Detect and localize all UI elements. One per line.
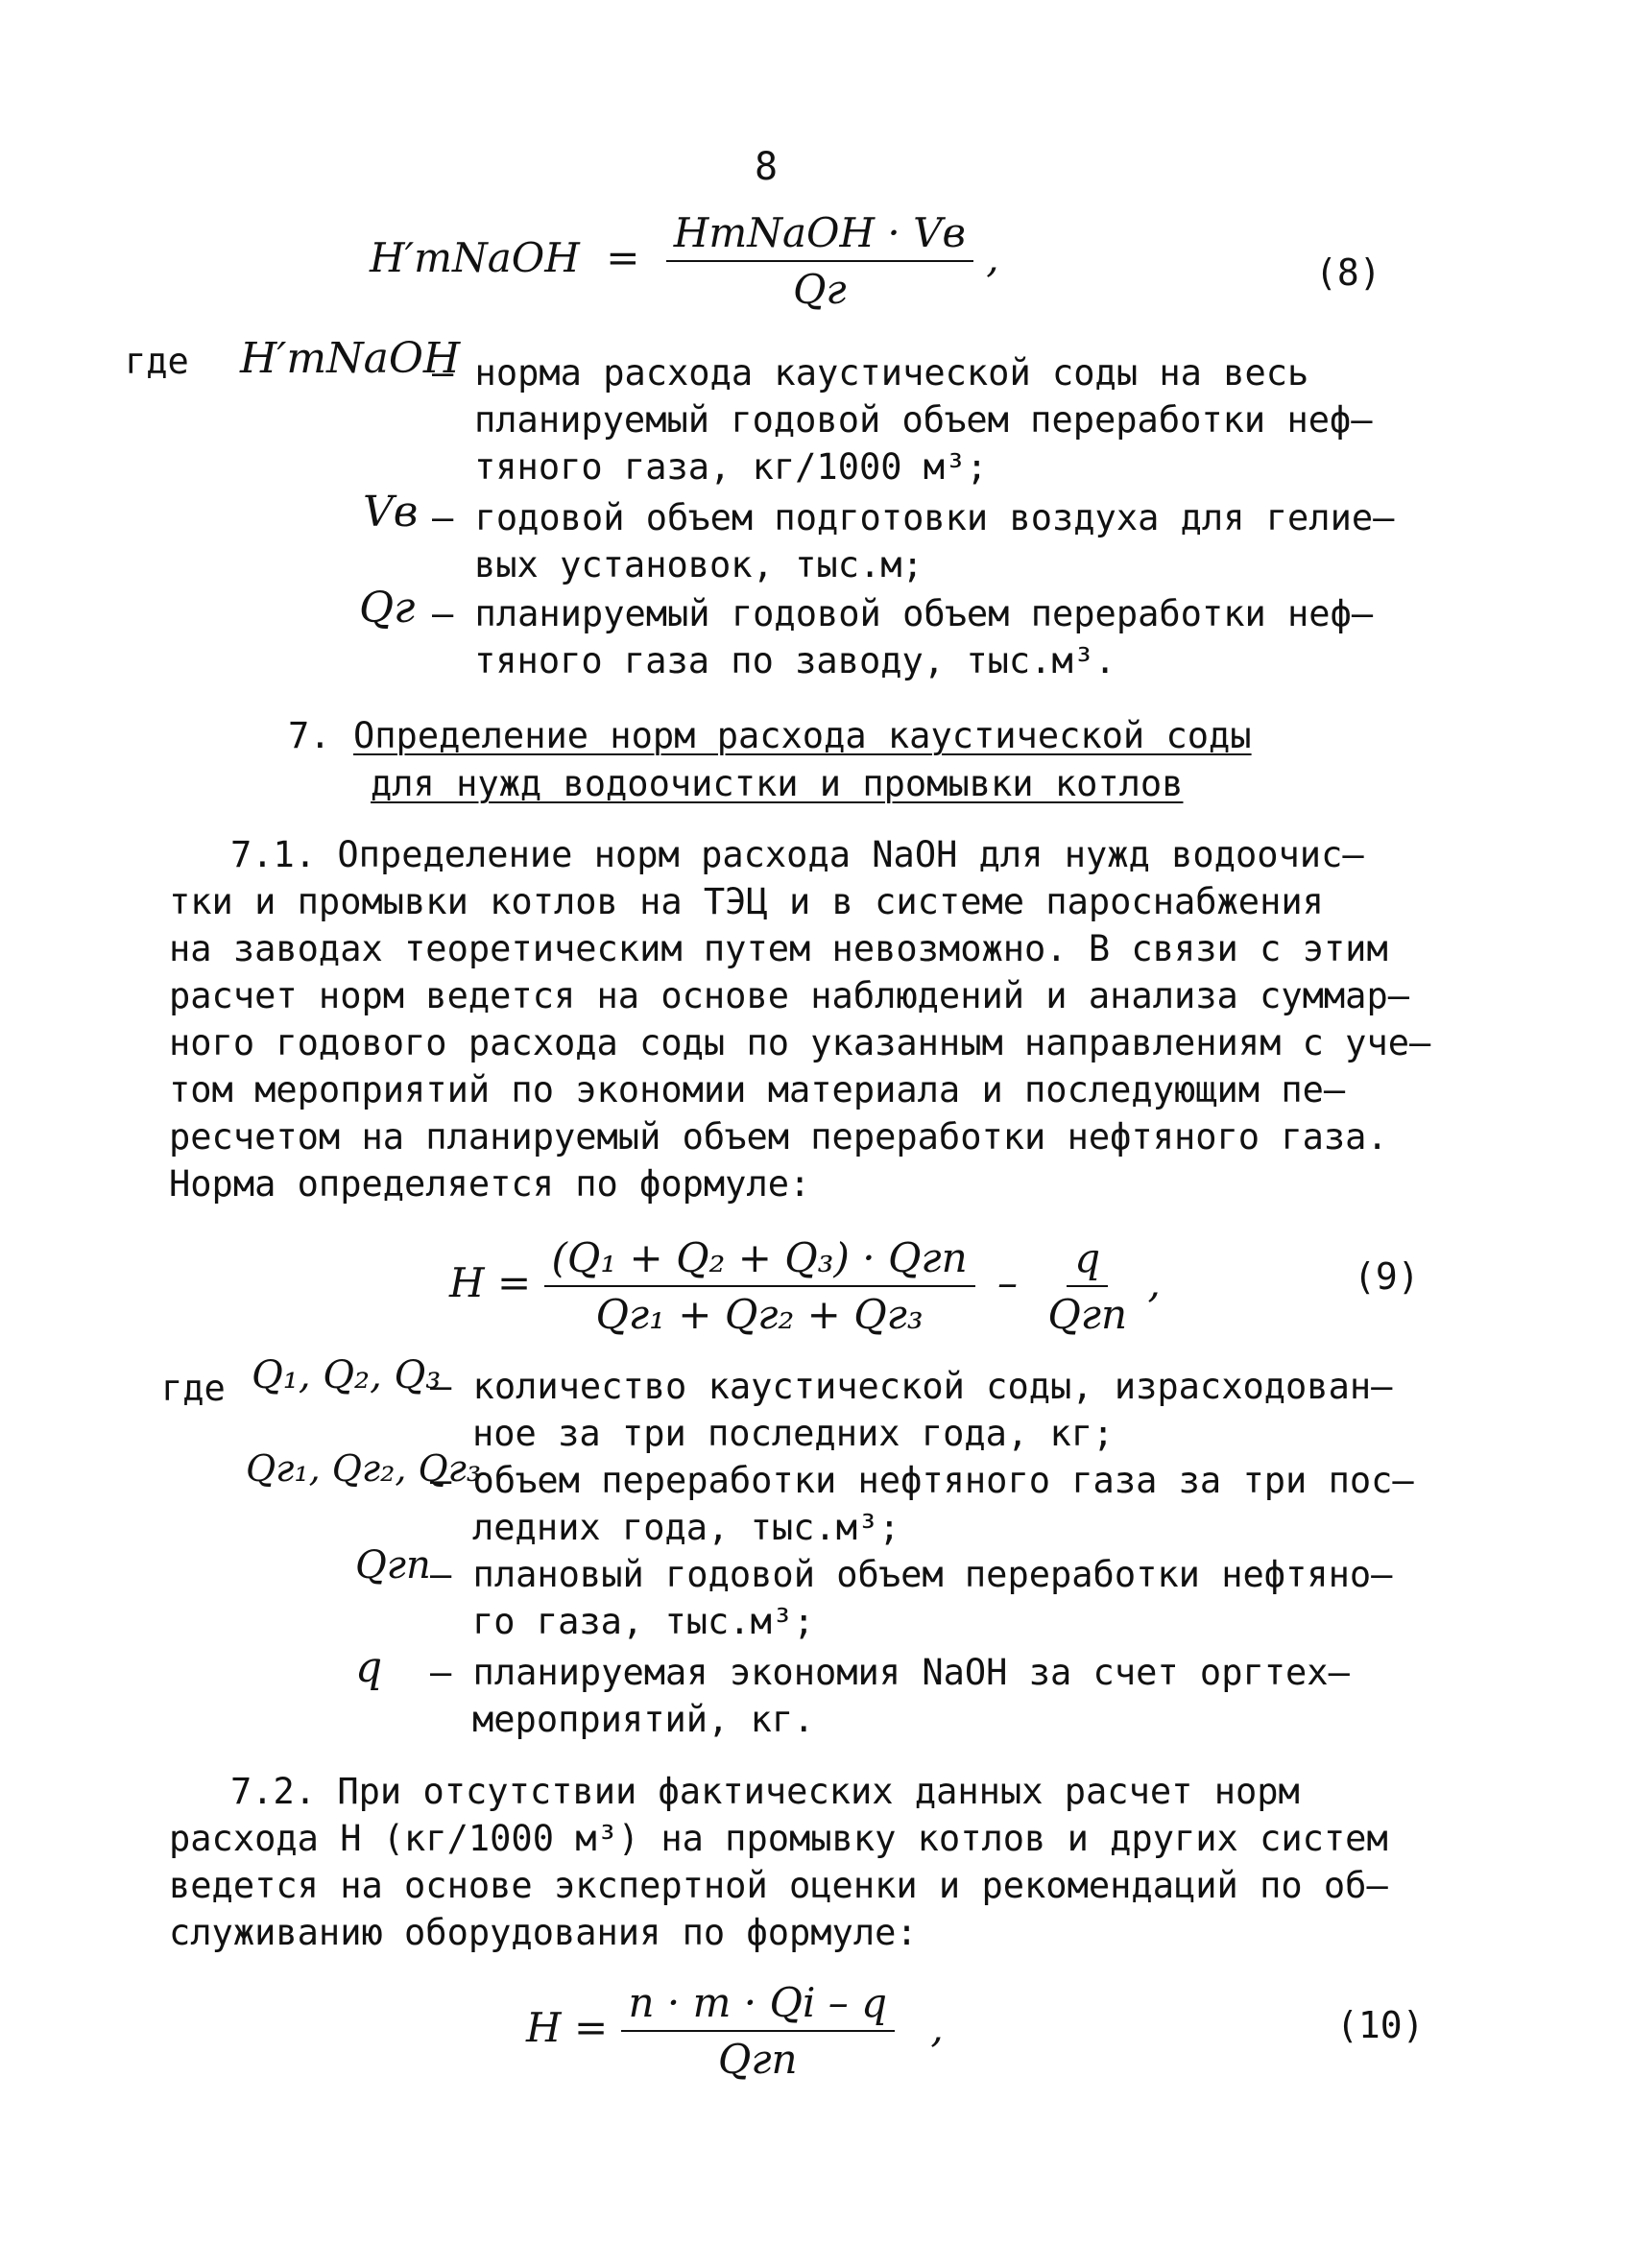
para-7-2-line-1: 7.2. При отсутствии фактических данных расчет норм (230, 1771, 1300, 1812)
section-7-number: 7. (288, 715, 331, 756)
formula-10-lhs: H = (526, 2004, 609, 2051)
formula-8-denominator: Qг (793, 266, 847, 313)
formula-8-fraction (666, 209, 973, 313)
defs9-line-3-2: го газа, тыс.м³; (472, 1601, 815, 1642)
defs8-line-2-1: – годовой объем подготовки воздуха для гелие– (432, 497, 1395, 538)
formula-8-numerator: HтNaOH · Vв (666, 209, 973, 262)
defs8-symbol-1: H′тNaOH (240, 334, 461, 383)
defs9-line-3-1: – плановый годовой объем переработки нефтяно– (430, 1554, 1393, 1595)
para-7-1-line-8: Норма определяется по формуле: (169, 1163, 811, 1205)
formula-9-lhs: H = (449, 1259, 532, 1306)
formula-9-fraction-1 (544, 1234, 975, 1338)
defs9-lead: где (161, 1368, 226, 1409)
formula-8-number: (8) (1315, 251, 1381, 294)
formula-9-denominator-2: Qгп (1047, 1291, 1128, 1338)
defs9-symbol-4: q (355, 1643, 383, 1692)
defs8-lead: где (125, 341, 189, 382)
para-7-1-line-4: расчет норм ведется на основе наблюдений и анализа суммар– (169, 975, 1410, 1016)
defs8-symbol-2: Vв (363, 488, 419, 537)
formula-10 (526, 1979, 944, 2083)
formula-10-numerator: n · m · Qi – q (621, 1979, 895, 2032)
defs8-line-3-1: – планируемый годовой объем переработки неф– (432, 593, 1374, 634)
defs8-line-1-3: тяного газа, кг/1000 м³; (474, 446, 988, 488)
formula-9-denominator-1: Qг₁ + Qг₂ + Qг₃ (595, 1291, 924, 1338)
formula-10-fraction (621, 1979, 895, 2083)
defs8-line-2-2: вых установок, тыс.м; (474, 544, 924, 585)
para-7-1-line-7: ресчетом на планируемый объем переработки нефтяного газа. (169, 1116, 1388, 1158)
formula-9 (449, 1234, 1161, 1338)
section-7-title-line-1: Определение норм расхода каустической соды (353, 715, 1252, 756)
para-7-1-line-1: 7.1. Определение норм расхода NaOH для нужд водоочис– (230, 834, 1364, 875)
formula-9-fraction-2 (1040, 1234, 1135, 1338)
formula-10-denominator: Qгп (717, 2036, 798, 2083)
para-7-2-line-2: расхода H (кг/1000 м³) на промывку котлов и других систем (169, 1818, 1388, 1859)
formula-8: H′тNaOH = $\frac{\text{HтNaOH · Vв}}{Qг}$ , (370, 209, 999, 313)
para-7-1-line-5: ного годового расхода соды по указанным направлениям с уче– (169, 1022, 1431, 1063)
defs9-line-4-1: – планируемая экономия NaOH за счет оргтех– (430, 1652, 1350, 1693)
page-number: 8 (755, 145, 779, 189)
defs9-symbol-1: Q₁, Q₂, Q₃ (252, 1353, 442, 1397)
para-7-1-line-2: тки и промывки котлов на ТЭЦ и в системе пароснабжения (169, 881, 1324, 922)
formula-9-tail: , (1147, 1259, 1161, 1306)
defs9-symbol-2: Qг₁, Qг₂, Qг₃ (246, 1447, 482, 1490)
defs9-line-1-2: ное за три последних года, кг; (472, 1413, 1115, 1454)
defs9-symbol-3: Qгп (355, 1543, 431, 1588)
section-7-title-line-2: для нужд водоочистки и промывки котлов (371, 763, 1184, 804)
para-7-1-line-3: на заводах теоретическим путем невозможно. В связи с этим (169, 928, 1388, 969)
formula-10-tail: , (930, 2004, 944, 2051)
formula-10-number: (10) (1336, 2004, 1425, 2046)
defs9-line-2-1: – объем переработки нефтяного газа за три пос– (430, 1460, 1414, 1501)
defs8-line-3-2: тяного газа по заводу, тыс.м³. (474, 640, 1116, 681)
defs9-line-1-1: – количество каустической соды, израсходован– (430, 1366, 1393, 1407)
formula-9-numerator-1: (Q₁ + Q₂ + Q₃) · Qгп (544, 1234, 975, 1287)
defs8-line-1-2: планируемый годовой объем переработки неф– (474, 399, 1373, 441)
formula-9-minus: – (997, 1259, 1019, 1306)
formula-9-numerator-2: q (1067, 1234, 1108, 1287)
defs9-line-4-2: мероприятий, кг. (472, 1699, 815, 1740)
para-7-1-line-6: том мероприятий по экономии материала и последующим пе– (169, 1069, 1346, 1110)
para-7-2-line-4: служиванию оборудования по формуле: (169, 1912, 918, 1953)
formula-8-tail: , (986, 234, 999, 281)
defs9-line-2-2: ледних года, тыс.м³; (472, 1507, 900, 1548)
para-7-2-line-3: ведется на основе экспертной оценки и рекомендаций по об– (169, 1865, 1388, 1906)
formula-9-number: (9) (1354, 1255, 1420, 1298)
defs8-symbol-3: Qг (359, 584, 416, 633)
formula-8-lhs: H′тNaOH (370, 234, 580, 281)
defs8-line-1-1: – норма расхода каустической соды на весь (432, 352, 1309, 394)
